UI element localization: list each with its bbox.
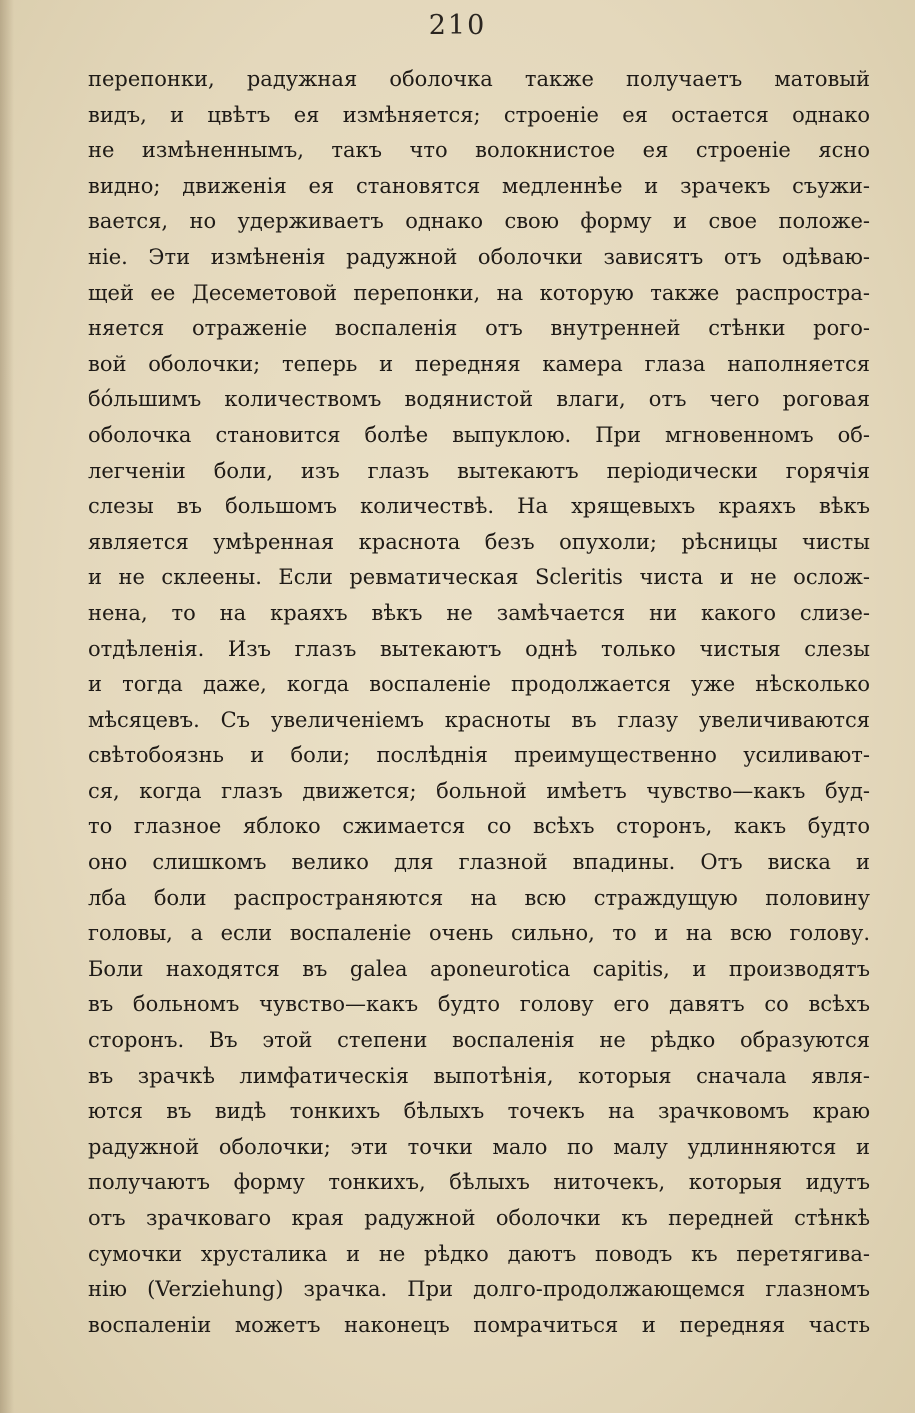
text-line: вой оболочки; теперь и передняя камера глаза наполняется — [88, 351, 870, 376]
text-line: является умѣренная краснота безъ опухоли; рѣсницы чисты — [88, 529, 870, 554]
text-line: сторонъ. Въ этой степени воспаленія не рѣдко образуются — [88, 1028, 870, 1053]
text-line: Боли находятся въ galea aponeurotica capitis, и производятъ — [88, 956, 870, 981]
text-line: радужной оболочки; эти точки мало по малу удлинняются и — [88, 1134, 870, 1159]
text-line: и не склеены. Если ревматическая Scleritis чиста и не ослож- — [88, 565, 870, 590]
text-line: вается, но удерживаетъ однако свою форму и свое положе- — [88, 209, 870, 234]
text-line: и тогда даже, когда воспаленіе продолжается уже нѣсколько — [88, 672, 870, 697]
text-line: оно слишкомъ велико для глазной впадины. Отъ виска и — [88, 850, 870, 875]
body-text — [88, 62, 870, 1343]
text-line: ніе. Эти измѣненія радужной оболочки зависятъ отъ одѣваю- — [88, 244, 870, 269]
text-line: то глазное яблоко сжимается со всѣхъ сторонъ, какъ будто — [88, 814, 870, 839]
text-line: лба боли распространяются на всю страждущую половину — [88, 885, 870, 910]
text-line: няется отраженіе воспаленія отъ внутренней стѣнки рого- — [88, 316, 870, 341]
text-line: получаютъ форму тонкихъ, бѣлыхъ ниточекъ, которыя идутъ — [88, 1170, 870, 1195]
text-line: въ больномъ чувство—какъ будто голову его давятъ со всѣхъ — [88, 992, 870, 1017]
text-line: нію (Verziehung) зрачка. При долго-продолжающемся глазномъ — [88, 1277, 870, 1302]
text-line: бо́льшимъ количествомъ водянистой влаги, отъ чего роговая — [88, 387, 870, 412]
text-line: оболочка становится болѣе выпуклою. При мгновенномъ об- — [88, 422, 870, 447]
text-line: сумочки хрусталика и не рѣдко даютъ поводъ къ перетягива- — [88, 1241, 870, 1266]
text-line: видъ, и цвѣтъ ея измѣняется; строеніе ея остается однако — [88, 102, 870, 127]
text-line: головы, а если воспаленіе очень сильно, то и на всю голову. — [88, 921, 870, 946]
text-line: видно; движенія ея становятся медленнѣе и зрачекъ съужи- — [88, 173, 870, 198]
text-line: слезы въ большомъ количествѣ. На хрящевыхъ краяхъ вѣкъ — [88, 494, 870, 519]
text-line: въ зрачкѣ лимфатическія выпотѣнія, которыя сначала явля- — [88, 1063, 870, 1088]
text-line: отъ зрачковаго края радужной оболочки къ передней стѣнкѣ — [88, 1206, 870, 1230]
text-line: ся, когда глазъ движется; больной имѣетъ чувство—какъ буд- — [88, 778, 870, 803]
text-line: перепонки, радужная оболочка также получаетъ матовый — [88, 67, 870, 91]
text-line: воспаленіи можетъ наконецъ помрачиться и передняя часть — [88, 1312, 870, 1337]
page-edge-shadow — [0, 0, 14, 1413]
text-line: отдѣленія. Изъ глазъ вытекаютъ однѣ только чистыя слезы — [88, 636, 870, 661]
text-line: мѣсяцевъ. Съ увеличеніемъ красноты въ глазу увеличиваются — [88, 707, 870, 732]
text-line: свѣтобоязнь и боли; послѣднія преимущественно усиливают- — [88, 743, 870, 768]
page-number: 210 — [428, 10, 487, 41]
text-line: не измѣненнымъ, такъ что волокнистое ея строеніе ясно — [88, 138, 870, 163]
text-line: нена, то на краяхъ вѣкъ не замѣчается ни какого слизе- — [88, 600, 870, 625]
text-line: ются въ видѣ тонкихъ бѣлыхъ точекъ на зрачковомъ краю — [88, 1099, 870, 1124]
text-line: легченіи боли, изъ глазъ вытекаютъ періодически горячія — [88, 458, 870, 483]
text-line: щей ее Десеметовой перепонки, на которую также распростра- — [88, 280, 870, 305]
